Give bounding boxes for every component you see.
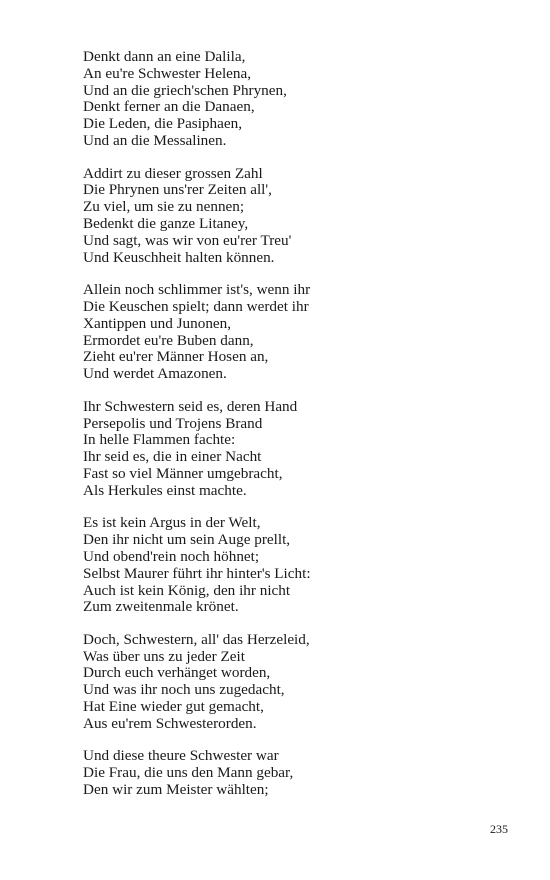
- verse-line: Bedenkt die ganze Litaney,: [83, 214, 249, 232]
- verse-line: Zu viel, um sie zu nennen;: [83, 198, 245, 216]
- verse-line: Und an die griech'schen Phrynen,: [83, 81, 287, 99]
- stanza-6: [83, 632, 503, 733]
- verse-line: In helle Flammen fachte:: [83, 431, 236, 449]
- verse-line: Hat Eine wieder gut gemacht,: [83, 698, 264, 716]
- verse-line: Und werdet Amazonen.: [83, 365, 227, 383]
- verse-line: Durch euch verhänget worden,: [83, 664, 271, 682]
- verse-line: Als Herkules einst machte.: [83, 481, 247, 499]
- verse-line: Selbst Maurer führt ihr hinter's Licht:: [83, 564, 311, 582]
- verse-line: Xantippen und Junonen,: [83, 314, 232, 332]
- verse-line: Die Frau, die uns den Mann gebar,: [83, 764, 294, 782]
- verse-line: Denkt dann an eine Dalila,: [83, 48, 246, 65]
- stanza-1: [83, 49, 503, 150]
- verse-line: Aus eu'rem Schwesterorden.: [83, 714, 257, 732]
- stanza-7: [83, 748, 503, 798]
- verse-line: Und was ihr noch uns zugedacht,: [83, 681, 285, 699]
- verse-line: Doch, Schwestern, all' das Herzeleid,: [83, 630, 310, 648]
- verse-line: Denkt ferner an die Danaen,: [83, 98, 255, 116]
- stanza-3: [83, 282, 503, 383]
- stanza-2: [83, 166, 503, 267]
- verse-line: Die Phrynen uns'rer Zeiten all',: [83, 181, 272, 199]
- verse-line: Ihr seid es, die in einer Nacht: [83, 448, 262, 466]
- stanza-4: [83, 399, 503, 500]
- verse-line: Fast so viel Männer umgebracht,: [83, 464, 283, 482]
- verse-line: Was über uns zu jeder Zeit: [83, 647, 245, 665]
- verse-line: Zum zweitenmale krönet.: [83, 598, 239, 616]
- verse-line: Und obend'rein noch höhnet;: [83, 547, 260, 565]
- verse-line: Addirt zu dieser grossen Zahl: [83, 164, 263, 182]
- verse-line: Und an die Messalinen.: [83, 131, 227, 149]
- verse-line: Es ist kein Argus in der Welt,: [83, 514, 261, 532]
- verse-line: Allein noch schlimmer ist's, wenn ihr: [83, 281, 311, 299]
- verse-line: Persepolis und Trojens Brand: [83, 414, 263, 432]
- poem-body: [83, 49, 503, 815]
- verse-line: Den wir zum Meister wählten;: [83, 781, 269, 799]
- verse-line: An eu're Schwester Helena,: [83, 64, 252, 82]
- verse-line: Und diese theure Schwester war: [83, 747, 279, 765]
- verse-line: Und sagt, was wir von eu'rer Treu': [83, 231, 292, 249]
- verse-line: Und Keuschheit halten können.: [83, 248, 275, 266]
- verse-line: Den ihr nicht um sein Auge prellt,: [83, 531, 291, 549]
- verse-line: Die Keuschen spielt; dann werdet ihr: [83, 297, 309, 315]
- verse-line: Ermordet eu're Buben dann,: [83, 331, 254, 349]
- page-number: 235: [490, 822, 508, 836]
- verse-line: Die Leden, die Pasiphaen,: [83, 115, 242, 133]
- verse-line: Zieht eu'rer Männer Hosen an,: [83, 348, 269, 366]
- verse-line: Ihr Schwestern seid es, deren Hand: [83, 397, 298, 415]
- stanza-5: [83, 515, 503, 616]
- verse-line: Auch ist kein König, den ihr nicht: [83, 581, 291, 599]
